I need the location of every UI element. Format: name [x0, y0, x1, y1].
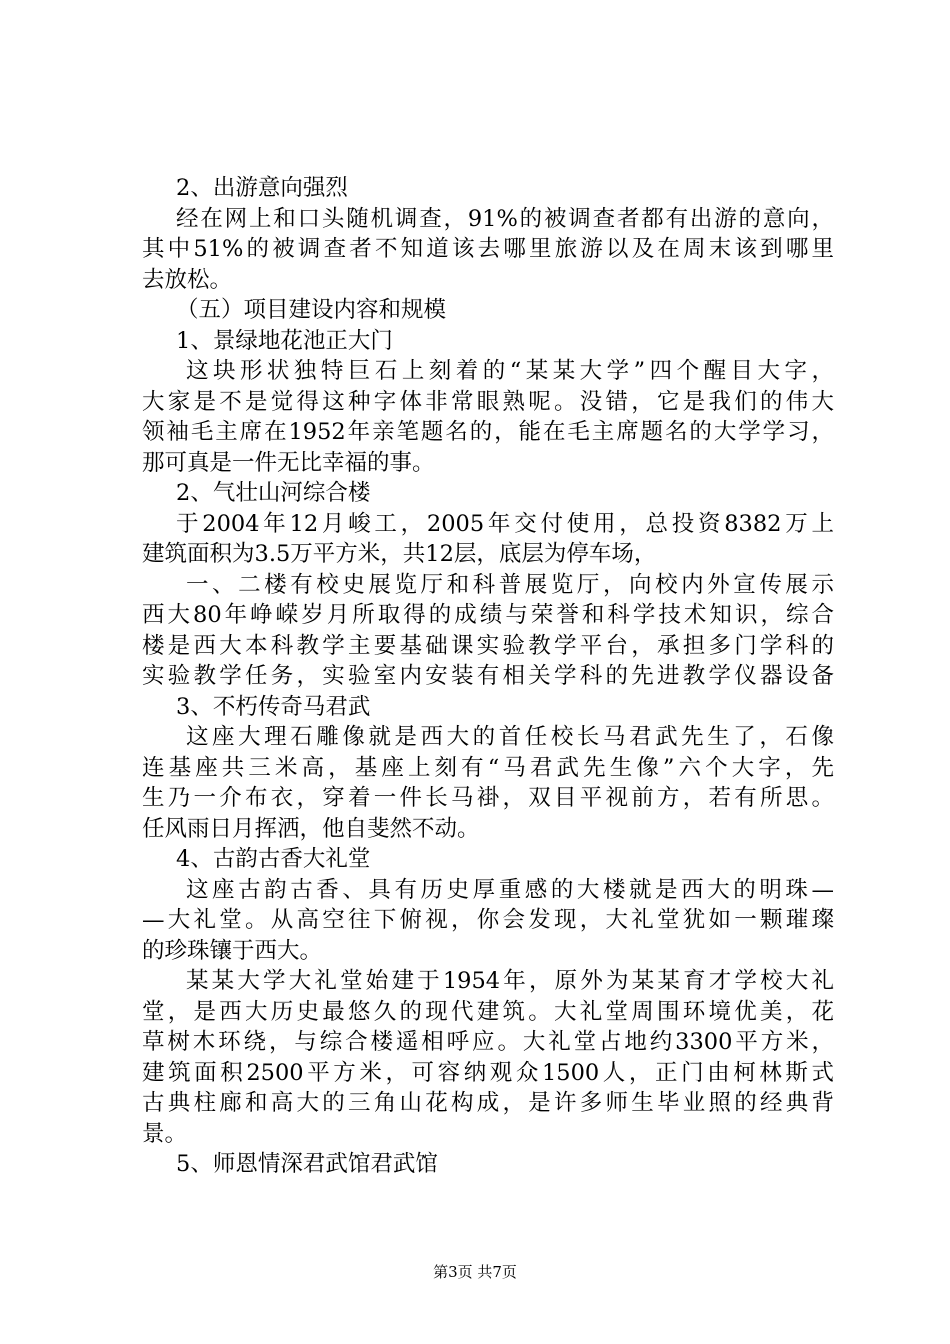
paragraph-line: 的珍珠镶于西大。	[142, 937, 323, 964]
paragraph-line: 古典柱廊和高大的三角山花构成，是许多师生毕业照的经典背	[142, 1090, 834, 1116]
paragraph-line: 领袖毛主席在1952年亲笔题名的，能在毛主席题名的大学学习，	[142, 419, 834, 445]
paragraph-line: 实验教学任务，实验室内安装有相关学科的先进教学仪器设备	[142, 663, 834, 689]
page-footer: 第3页 共7页	[433, 1263, 517, 1281]
section-heading: 1、景绿地花池正大门	[176, 327, 393, 354]
section-heading: 5、师恩情深君武馆君武馆	[176, 1151, 438, 1177]
paragraph-line: 建筑面积2500平方米，可容纳观众1500人，正门由柯林斯式	[142, 1059, 834, 1086]
paragraph-line: 这块形状独特巨石上刻着的“某某大学”四个醒目大字，	[186, 358, 834, 384]
paragraph-line: 那可真是一件无比幸福的事。	[142, 449, 435, 476]
paragraph-line: 景。	[142, 1120, 188, 1147]
paragraph-line: 大家是不是觉得这种字体非常眼熟呢。没错，它是我们的伟大	[142, 388, 834, 415]
paragraph-line: 去放松。	[142, 266, 233, 293]
paragraph-line: 生乃一介布衣，穿着一件长马褂，双目平视前方，若有所思。	[142, 785, 834, 811]
paragraph-line: 经在网上和口头随机调查，91%的被调查者都有出游的意向，	[176, 205, 834, 232]
paragraph-line: —大礼堂。从高空往下俯视，你会发现，大礼堂犹如一颗璀璨	[142, 907, 834, 933]
paragraph-line: 楼是西大本科教学主要基础课实验教学平台，承担多门学科的	[142, 632, 834, 659]
paragraph-line: 这座古韵古香、具有历史厚重感的大楼就是西大的明珠—	[186, 876, 834, 903]
section-heading: 2、出游意向强烈	[176, 175, 348, 201]
paragraph-line: 一、二楼有校史展览厅和科普展览厅，向校内外宣传展示	[186, 571, 834, 598]
paragraph-line: 这座大理石雕像就是西大的首任校长马君武先生了，石像	[186, 724, 834, 750]
paragraph-line: 某某大学大礼堂始建于1954年，原外为某某育才学校大礼	[186, 968, 834, 994]
section-heading: 4、古韵古香大礼堂	[176, 846, 371, 872]
paragraph-line: 其中51%的被调查者不知道该去哪里旅游以及在周末该到哪里	[142, 236, 834, 262]
section-heading: 3、不朽传奇马君武	[176, 693, 371, 720]
paragraph-line: 建筑面积为3.5万平方米，共12层，底层为停车场，	[142, 541, 657, 567]
paragraph-line: 草树木环绕，与综合楼遥相呼应。大礼堂占地约3300平方米，	[142, 1029, 834, 1055]
section-heading: 2、气壮山河综合楼	[176, 480, 371, 506]
paragraph-line: 堂，是西大历史最悠久的现代建筑。大礼堂周围环境优美，花	[142, 998, 834, 1025]
document-body	[142, 173, 834, 1180]
paragraph-line: 西大80年峥嵘岁月所取得的成绩与荣誉和科学技术知识，综合	[142, 602, 834, 628]
section-heading: （五）项目建设内容和规模	[176, 297, 447, 323]
paragraph-line: 任风雨日月挥洒，他自斐然不动。	[142, 815, 480, 842]
paragraph-line: 于2004年12月峻工，2005年交付使用，总投资8382万上	[176, 510, 834, 537]
paragraph-line: 连基座共三米高，基座上刻有“马君武先生像”六个大字，先	[142, 754, 834, 781]
